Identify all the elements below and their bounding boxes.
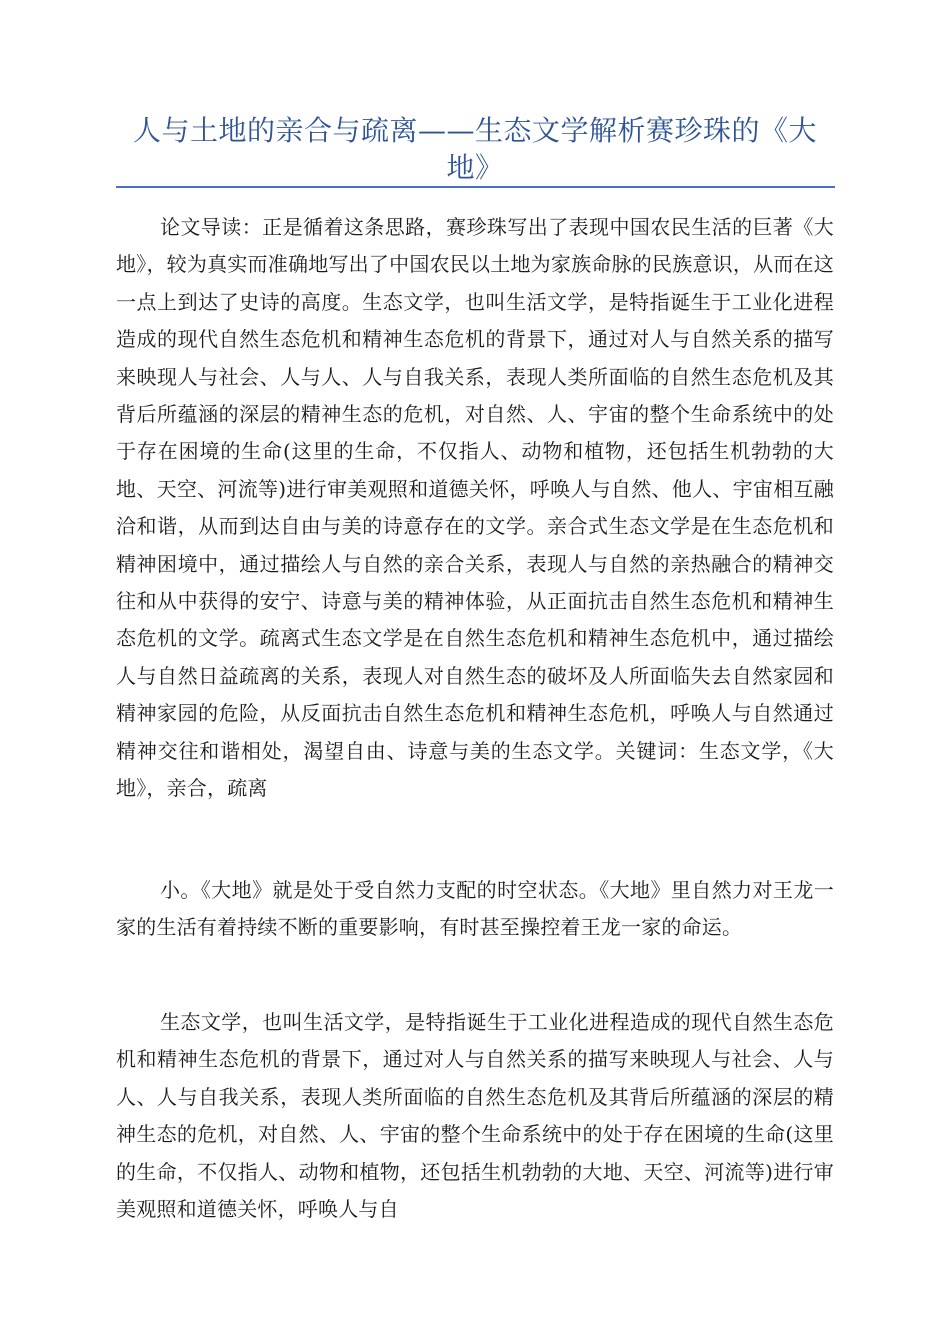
paragraph-body-2: 生态文学，也叫生活文学，是特指诞生于工业化进程造成的现代自然生态危机和精神生态危机的背景下，通过对人与自然关系的描写来映现人与社会、人与人、人与自我关系，表现人类所面临的自然生态危机及其背后所蕴涵的深层的精神生态的危机，对自然、人、宇宙的整个生命系统中的处于存在困境的生命(这里的生命，不仅指人、动物和植物，还包括生机勃勃的大地、天空、河流等)进行审美观照和道德关怀，呼唤人与自 (116, 1010, 834, 1222)
title-underline-rule (116, 186, 835, 188)
document-title: 人与土地的亲合与疏离——生态文学解析赛珍珠的《大地》 (132, 114, 817, 184)
paragraph-abstract: 论文导读：正是循着这条思路，赛珍珠写出了表现中国农民生活的巨著《大地》，较为真实而准确地写出了中国农民以土地为家族命脉的民族意识，从而在这一点上到达了史诗的高度。生态文学，也叫生活文学，是特指诞生于工业化进程造成的现代自然生态危机和精神生态危机的背景下，通过对人与自然关系的描写来映现人与社会、人与人、人与自我关系，表现人类所面临的自然生态危机及其背后所蕴涵的深层的精神生态的危机，对自然、人、宇宙的整个生命系统中的处于存在困境的生命(这里的生命，不仅指人、动物和植物，还包括生机勃勃的大地、天空、河流等)进行审美观照和道德关怀，呼唤人与自然、他人、宇宙相互融洽和谐，从而到达自由与美的诗意存在的文学。亲合式生态文学是在生态危机和精神困境中，通过描绘人与自然的亲合关系，表现人与自然的亲热融合的精神交往和从中获得的安宁、诗意与美的精神体验，从正面抗击自然生态危机和精神生态危机的文学。疏离式生态文学是在自然生态危机和精神生态危机中，通过描绘人与自然日益疏离的关系，表现人对自然生态的破坏及人所面临失去自然家园和精神家园的危险，从反面抗击自然生态危机和精神生态危机，呼唤人与自然通过精神交往和谐相处，渴望自由、诗意与美的生态文学。关键词：生态文学，《大地》，亲合，疏离 (116, 215, 834, 801)
paragraph-body-1: 小。《大地》就是处于受自然力支配的时空状态。《大地》里自然力对王龙一家的生活有着持续不断的重要影响，有时甚至操控着王龙一家的命运。 (116, 878, 834, 940)
